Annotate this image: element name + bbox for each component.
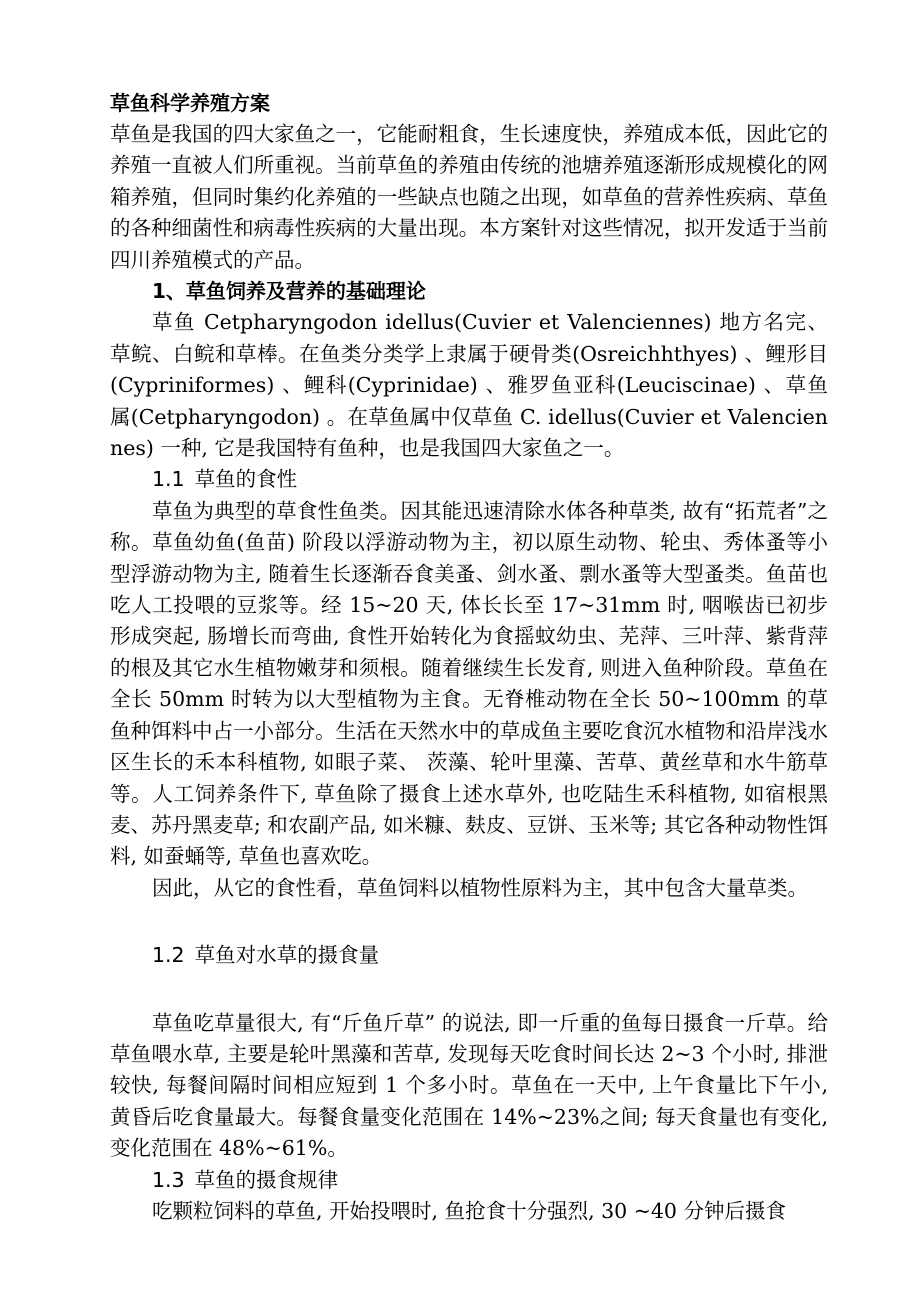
section-1-2-paragraph: 草鱼吃草量很大, 有“斤鱼斤草” 的说法, 即一斤重的鱼每日摄食一斤草。给草鱼喂水草, 主要是轮叶黑藻和苦草, 发现每天吃食时间长达 2~3 个小时, 排泄较快, 每餐间隔时间相应短到 1 个多小时。草鱼在一天中, 上午食量比下午小, 黄昏后吃食量最大。每餐食量变化范围在 14%~23%之间; 每天食量也有变化, 变化范围在 48%~61%。 <box>110 1010 828 1161</box>
section-1-1-heading <box>110 464 828 495</box>
section-1-3-number: 1.3 <box>152 1167 185 1192</box>
section-1-3-title: 草鱼的摄食规律 <box>194 1167 339 1192</box>
section-1-2-title: 草鱼对水草的摄食量 <box>194 943 380 968</box>
section-1-heading: 1、草鱼饲养及营养的基础理论 <box>152 279 426 304</box>
section-1-3-heading <box>110 1165 828 1196</box>
section-1-paragraph: 草鱼 Cetpharyngodon idellus(Cuvier et Valenciennes) 地方名完、草鲩、白鲩和草棒。在鱼类分类学上隶属于硬骨类(Osreichhthyes) 、鲤形目(Cypriniformes) 、鲤科(Cyprinidae) 、雅罗鱼亚科(Leuciscinae) 、草鱼属(Cetpharyngodon) 。在草鱼属中仅草鱼 C. idellus(Cuvier et Valenciennes) 一种, 它是我国特有鱼种，也是我国四大家鱼之一。 <box>110 310 828 461</box>
section-1-1-number: 1.1 <box>152 467 185 492</box>
spacer <box>110 972 828 1008</box>
section-1-1-paragraph-2: 因此，从它的食性看，草鱼饲料以植物性原料为主，其中包含大量草类。 <box>152 875 808 900</box>
section-1-1-paragraph-1: 草鱼为典型的草食性鱼类。因其能迅速清除水体各种草类, 故有“拓荒者”之称。草鱼幼鱼(鱼苗) 阶段以浮游动物为主，初以原生动物、轮虫、秀体蚤等小型浮游动物为主, 随着生长逐渐吞食美蚤、剑水蚤、剽水蚤等大型蚤类。鱼苗也吃人工投喂的豆浆等。经 15~20 天, 体长长至 17~31mm 时, 咽喉齿已初步形成突起, 肠增长而弯曲, 食性开始转化为食摇蚊幼虫、芜萍、三叶萍、紫背萍的根及其它水生植物嫩芽和须根。随着继续生长发育, 则进入鱼种阶段。草鱼在全长 50mm 时转为以大型植物为主食。无脊椎动物在全长 50~100mm 的草鱼种饵料中占一小部分。生活在天然水中的草成鱼主要吃食沉水植物和沿岸浅水区生长的禾本科植物, 如眼子菜、 茨藻、轮叶里藻、苦草、黄丝草和水牛筋草等。人工饲养条件下, 草鱼除了摄食上述水草外, 也吃陆生禾科植物, 如宿根黑麦、苏丹黑麦草; 和农副产品, 如米糠、麸皮、豆饼、玉米等; 其它各种动物性饵料, 如蚕蛹等, 草鱼也喜欢吃。 <box>110 498 828 869</box>
document-title: 草鱼科学养殖方案 <box>110 91 270 115</box>
intro-paragraph: 草鱼是我国的四大家鱼之一，它能耐粗食，生长速度快，养殖成本低，因此它的养殖一直被人们所重视。当前草鱼的养殖由传统的池塘养殖逐渐形成规模化的网箱养殖，但同时集约化养殖的一些缺点也随之出现，如草鱼的营养性疾病、草鱼的各种细菌性和病毒性疾病的大量出现。本方案针对这些情况，拟开发适于当前四川养殖模式的产品。 <box>110 122 828 272</box>
section-1-3-paragraph: 吃颗粒饲料的草鱼, 开始投喂时, 鱼抢食十分强烈, 30 ~40 分钟后摄食 <box>152 1198 786 1223</box>
section-1-2-number: 1.2 <box>152 943 185 968</box>
section-1-1-title: 草鱼的食性 <box>194 467 298 492</box>
spacer <box>110 904 828 940</box>
document-page <box>110 88 828 1227</box>
section-1-2-heading <box>110 940 828 971</box>
